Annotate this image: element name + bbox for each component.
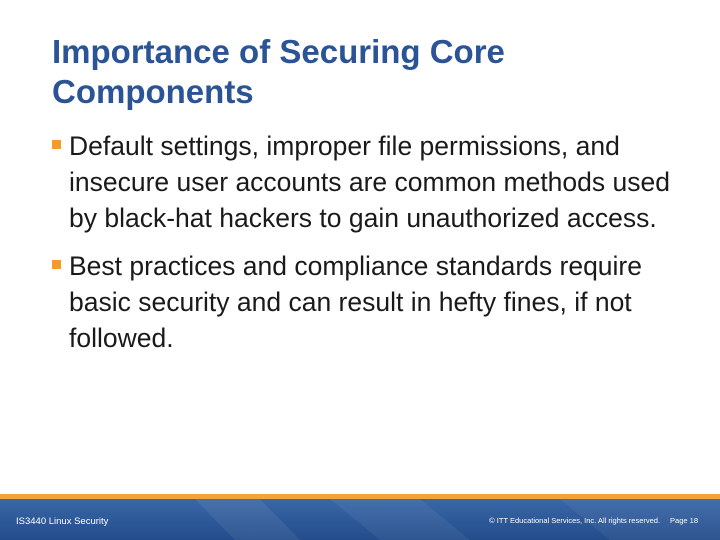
square-bullet-icon — [52, 260, 61, 269]
copyright-text: © ITT Educational Services, Inc. All rights reserved. — [489, 516, 661, 525]
square-bullet-icon — [52, 140, 61, 149]
bullet-item — [52, 128, 692, 236]
footer-accent-stripe — [0, 494, 720, 499]
footer-info — [489, 516, 698, 525]
bullet-text: Default settings, improper file permissions, and insecure user accounts are common methods used by black-hat hackers to gain unauthorized access. — [69, 131, 670, 233]
footer-bar — [0, 494, 720, 540]
bullet-list — [52, 128, 692, 368]
slide-title: Importance of Securing Core Components — [52, 33, 505, 110]
bullet-text: Best practices and compliance standards require basic security and can result in hefty fines, if not followed. — [69, 251, 642, 353]
course-label: IS3440 Linux Security — [16, 516, 109, 527]
page-number: Page 18 — [670, 516, 698, 525]
bullet-item — [52, 248, 692, 356]
